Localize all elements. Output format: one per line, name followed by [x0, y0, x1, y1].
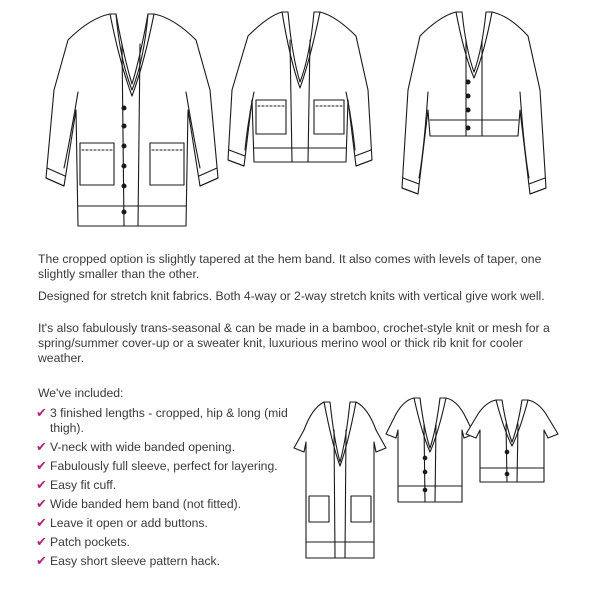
long-sleeve-cardigan-illustrations	[0, 0, 595, 240]
feature-text: Patch pockets.	[50, 535, 130, 549]
check-icon: ✔	[36, 497, 47, 512]
check-icon: ✔	[36, 406, 47, 421]
check-icon: ✔	[36, 535, 47, 550]
long-short-sleeve-drawing	[294, 402, 386, 558]
list-item	[36, 406, 298, 436]
feature-text: Fabulously full sleeve, perfect for layering.	[50, 459, 278, 473]
list-item	[36, 440, 298, 455]
feature-text: V-neck with wide banded opening.	[50, 440, 235, 454]
check-icon: ✔	[36, 516, 47, 531]
check-icon: ✔	[36, 478, 47, 493]
taper-description: The cropped option is slightly tapered at the hem band. It also comes with levels of taper, one slightly smaller than the other.	[38, 252, 542, 281]
check-icon: ✔	[36, 554, 47, 569]
feature-text: Leave it open or add buttons.	[50, 516, 208, 530]
included-heading: We've included:	[38, 386, 124, 400]
cropped-cardigan-drawing	[402, 12, 546, 194]
long-length-cardigan-drawing	[46, 14, 218, 226]
list-item	[36, 497, 298, 512]
list-item	[36, 554, 298, 569]
list-item	[36, 535, 298, 550]
feature-text: Easy fit cuff.	[50, 478, 117, 492]
feature-text: Wide banded hem band (not fitted).	[50, 497, 242, 511]
fabric-description: Designed for stretch knit fabrics. Both 4-way or 2-way stretch knits with vertical give work well.	[38, 289, 545, 303]
hip-short-sleeve-drawing	[386, 398, 474, 502]
list-item	[36, 516, 298, 531]
hip-length-cardigan-drawing	[228, 12, 372, 166]
list-item	[36, 459, 298, 474]
feature-text: Easy short sleeve pattern hack.	[50, 554, 221, 568]
short-sleeve-cardigan-illustrations	[292, 390, 595, 595]
list-item	[36, 478, 298, 493]
feature-text: 3 finished lengths - cropped, hip & long (mid thigh).	[50, 406, 288, 435]
seasonal-description: It's also fabulously trans-seasonal & can be made in a bamboo, crochet-style knit or mesh for a spring/summer cover-up or a sweater knit, luxurious merino wool or thick rib knit for cooler weather.	[38, 321, 550, 365]
check-icon: ✔	[36, 459, 47, 474]
check-icon: ✔	[36, 440, 47, 455]
feature-list	[36, 406, 298, 573]
cropped-short-sleeve-drawing	[466, 400, 558, 482]
